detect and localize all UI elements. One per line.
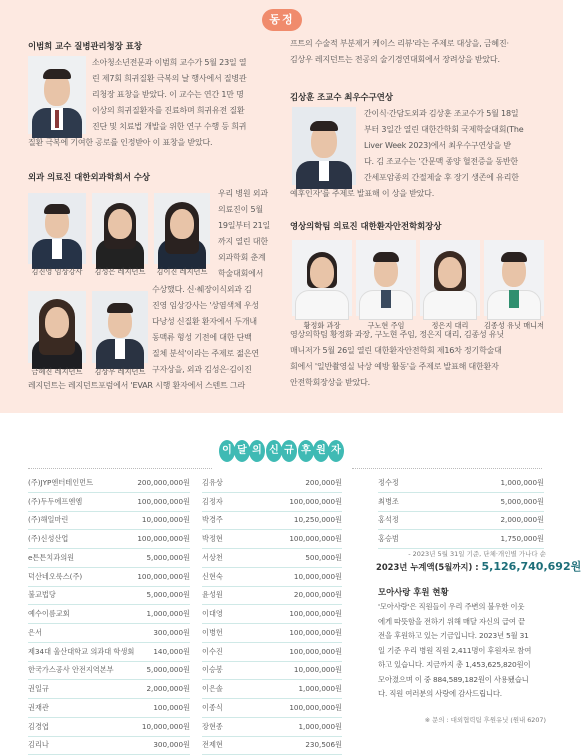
caption-kim-jongsung: 김종성 유닛 매니저: [480, 321, 548, 331]
photo-kim-sungeun: [92, 193, 148, 264]
donor-total: [376, 558, 546, 574]
donor-row: 윤성원 20,000,000원: [202, 587, 342, 606]
caption-kim-jinyoung: 김진영 임상강사: [24, 267, 90, 277]
campaign-title: 모아사랑 후원 현황: [378, 586, 449, 598]
donor-row: e튼튼치과의원 5,000,000원: [28, 549, 190, 568]
donor-table-col2: [202, 474, 342, 755]
caption-kim-sungeun: 김성은 레지던트: [88, 267, 152, 277]
donor-row: 이승봉 10,000,000원: [202, 662, 342, 681]
campaign-body: '모아사랑'은 직원들이 우리 주변의 불우한 이웃 에게 따뜻함을 전하기 위해 매달 자신의 급여 끝 전을 후원하고 있는 기금입니다. 2023년 5월 31 일 기준 우리 병원 직원 2,411명이 후원자로 참여 하고 있습니다. 지금까지 총 1,453,625,820원이 모아졌으며 이 중 884,589,182원이 사용됐습니 다. 직원 여러분의 사랑에 감사드립니다.: [378, 600, 546, 702]
donor-badge-char: 규: [281, 440, 297, 462]
donor-row: 김유상 200,000원: [202, 474, 342, 493]
photo-kim-sangwoo: [92, 291, 148, 363]
donor-row: 정수정 1,000,000원: [378, 474, 544, 493]
donor-row: 은서 300,000원: [28, 624, 190, 643]
donor-row: 이종식 100,000,000원: [202, 699, 342, 718]
donor-row: 서상천 500,000원: [202, 549, 342, 568]
donor-row: 전제현 230,506원: [202, 737, 342, 755]
donor-row: 한국가스공사 안전지역본부 5,000,000원: [28, 662, 190, 681]
award-title-surgery: 외과 의료진 대한외과학회서 수상: [28, 171, 150, 184]
photo-hwang-junghwa: [292, 240, 352, 316]
award-body-surgery-continued: 프트의 수술적 부분제거 케이스 리뷰'라는 주제로 대상을, 금혜진· 김상우 레지던트는 전공의 술기경연대회에서 장려상을 받았다.: [290, 36, 542, 68]
award-body-lee-last: 질환 극복에 기여한 공로를 인정받아 이 표창을 받았다.: [28, 135, 278, 151]
donor-row: (주)해일마린 10,000,000원: [28, 512, 190, 531]
donor-table-col3: [378, 474, 544, 549]
award-title-lee: 이범희 교수 질병관리청장 표창: [28, 40, 142, 53]
photo-gu-nohyun: [356, 240, 416, 316]
photo-kim-ijin: [154, 193, 210, 264]
donor-row: 김리나 300,000원: [28, 737, 190, 755]
donor-row: 권일규 2,000,000원: [28, 680, 190, 699]
award-body-surgery-wide: 수상했다. 신·췌장이식외과 김 진영 임상강사는 '상염색체 우성 다낭성 신질환 환자에서 두개내 동맥류 형성 기전에 대한 단백 질체 분석'이라는 주제로 젊은연 구자상을, 외과 김성은·김이진: [152, 282, 278, 378]
contact-note: ※ 문의 : 대외협력팀 후원유닛 (원내 6207): [378, 715, 546, 724]
donor-row: 불교법당 5,000,000원: [28, 587, 190, 606]
donor-badge-char: 자: [328, 440, 344, 462]
donor-badge: [219, 440, 345, 463]
photo-kim-jinyoung: [28, 193, 86, 264]
caption-gu-nohyun: 구노현 주임: [356, 321, 416, 331]
award-body-lee-top: 소아청소년전문과 이범희 교수가 5월 23일 열 린 제7회 희귀질환 극복의 날 행사에서 질병관 리청장 표창을 받았다. 이 교수는 연간 1만 명 이상의 희귀질환자를 진료하며 희귀유전 질환 진단 및 치료법 개발을 위한 연구 수행 등 희귀: [92, 55, 280, 135]
donor-row: (주)두두에프엔엠 100,000,000원: [28, 493, 190, 512]
award-body-kim-sanghoon-top: 간이식·간담도외과 김상훈 조교수가 5월 18일 부터 3일간 열린 대한간학회 국제학술대회(The Liver Week 2023)에서 최우수구연상을 받 다. 김 조교수는 '간문맥 종양 혈전증을 동반한 간세포암종의 간절제술 후 장기 생존에 유리한: [364, 106, 542, 186]
award-title-radiology: 영상의학팀 의료진 대한환자안전학회장상: [290, 220, 441, 233]
donor-table-col1: [28, 474, 190, 755]
donor-row: 최병조 5,000,000원: [378, 493, 544, 512]
donor-row: 박정현 100,000,000원: [202, 530, 342, 549]
donor-header-line-left: [28, 468, 212, 469]
photo-geum-hyejin: [28, 291, 86, 363]
award-body-radiology: 영상의학팀 황정화 과장, 구노현 주임, 정은지 대리, 김종성 유닛 매니저가 5월 26일 열린 대한환자안전학회 제16차 정기학술대 회에서 '일반촬영실 낙상 예방 활동'을 주제로 발표해 대한환자 안전학회장상을 받았다.: [290, 327, 542, 391]
donor-header-line-right: [352, 468, 542, 469]
donor-row: 김정자 100,000,000원: [202, 493, 342, 512]
donor-row: 권재관 100,000원: [28, 699, 190, 718]
award-body-surgery-side: 우리 병원 외과 의료진이 5월 19일부터 21일 까지 열린 대한 외과학회 춘계 학술대회에서: [218, 186, 278, 282]
award-title-kim-sanghoon: 김상훈 조교수 최우수구연상: [290, 91, 393, 104]
donor-row: 예수이름교회 1,000,000원: [28, 605, 190, 624]
award-body-surgery-last: 레지던트는 레지던트포럼에서 'EVAR 시행 환자에서 스텐트 그라: [28, 378, 278, 394]
photo-kim-jongsung: [484, 240, 544, 316]
photo-jung-eunji: [420, 240, 480, 316]
donor-row: 이은솔 1,000,000원: [202, 680, 342, 699]
donor-badge-char: 달: [234, 440, 250, 462]
photo-kim-sanghoon: [292, 107, 356, 185]
donor-row: 김경엽 10,000,000원: [28, 718, 190, 737]
donor-note: - 2023년 5월 31일 기준, 단체·개인별 가나다 순: [376, 549, 546, 558]
donor-badge-char: 신: [266, 440, 282, 462]
donor-row: 이병헌 100,000,000원: [202, 624, 342, 643]
donor-row: 박경주 10,250,000원: [202, 512, 342, 531]
donor-total-value: 5,126,740,692원: [482, 560, 581, 573]
donor-badge-char: 후: [298, 440, 314, 462]
caption-hwang-junghwa: 황정화 과장: [292, 321, 352, 331]
donor-badge-char: 의: [249, 440, 265, 462]
caption-kim-ijin: 김이진 레지던트: [150, 267, 214, 277]
donor-total-label: 2023년 누계액(5월까지) :: [376, 562, 482, 572]
caption-jung-eunji: 정은지 대리: [420, 321, 480, 331]
donor-badge-char: 이: [219, 440, 235, 462]
donor-row: 덕산네오룩스(주) 100,000,000원: [28, 568, 190, 587]
photo-lee-beomhee: [28, 56, 86, 134]
donor-row: 이대영 100,000,000원: [202, 605, 342, 624]
news-badge: 동정: [262, 9, 302, 31]
donor-row: 신현숙 10,000,000원: [202, 568, 342, 587]
donor-row: 장현종 1,000,000원: [202, 718, 342, 737]
caption-kim-sangwoo: 김상우 레지던트: [88, 367, 152, 377]
donor-row: (주)신성산업 100,000,000원: [28, 530, 190, 549]
caption-geum-hyejin: 금혜진 레지던트: [24, 367, 90, 377]
award-body-kim-sanghoon-last: 예후인자'를 주제로 발표해 이 상을 받았다.: [290, 186, 542, 202]
donor-row: 홍석정 2,000,000원: [378, 512, 544, 531]
donor-row: 이수진 100,000,000원: [202, 643, 342, 662]
donor-row: 제34대 울산대학교 의과대 학생회 140,000원: [28, 643, 190, 662]
donor-badge-char: 원: [313, 440, 329, 462]
donor-row: 홍승범 1,750,000원: [378, 530, 544, 549]
donor-row: (주)JYP엔터테인먼트 200,000,000원: [28, 474, 190, 493]
